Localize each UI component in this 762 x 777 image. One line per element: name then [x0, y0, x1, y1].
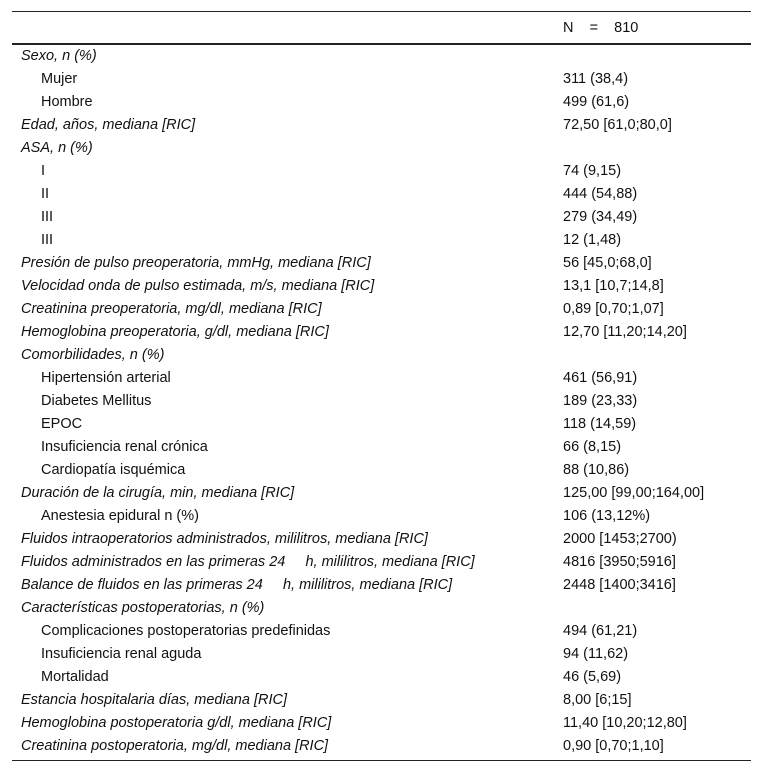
row-value: 499 (61,6) [563, 94, 630, 110]
row-category-label: Fluidos administrados en las primeras 24 h, mililitros, mediana [RIC] [21, 554, 475, 570]
table-row [12, 689, 751, 712]
row-item-label: Hombre [41, 94, 93, 110]
table-row [12, 528, 751, 551]
row-item-label: II [41, 186, 50, 202]
row-value: 94 (11,62) [563, 646, 629, 662]
row-item-label: Insuficiencia renal crónica [41, 439, 208, 455]
header-sample-size: N = 810 [563, 20, 639, 36]
row-category-label: Creatinina postoperatoria, mg/dl, mediana [RIC] [21, 738, 329, 754]
row-value: 11,40 [10,20;12,80] [563, 715, 687, 731]
row-item-label: III [41, 209, 54, 225]
table-row [12, 459, 751, 482]
table-row [12, 620, 751, 643]
table-row [12, 505, 751, 528]
row-item-label: III [41, 232, 54, 248]
row-item-label: Hipertensión arterial [41, 370, 171, 386]
table-row [12, 413, 751, 436]
table-row [12, 114, 751, 137]
row-category-label: Comorbilidades, n (%) [21, 347, 165, 363]
row-value: 8,00 [6;15] [563, 692, 632, 708]
row-value: 461 (56,91) [563, 370, 638, 386]
row-category-label: ASA, n (%) [21, 140, 93, 156]
table-row [12, 666, 751, 689]
row-item-label: Mortalidad [41, 669, 109, 685]
row-value: 494 (61,21) [563, 623, 638, 639]
table-row [12, 436, 751, 459]
table-row [12, 298, 751, 321]
row-value: 0,90 [0,70;1,10] [563, 738, 664, 754]
row-category-label: Sexo, n (%) [21, 48, 97, 64]
table-row [12, 183, 751, 206]
table-row [12, 390, 751, 413]
table-row [12, 229, 751, 252]
row-item-label: I [41, 163, 46, 179]
row-value: 125,00 [99,00;164,00] [563, 485, 705, 501]
row-category-label: Hemoglobina postoperatoria g/dl, mediana [RIC] [21, 715, 332, 731]
row-value: 189 (23,33) [563, 393, 638, 409]
row-value: 106 (13,12%) [563, 508, 651, 524]
table-row [12, 68, 751, 91]
row-value: 74 (9,15) [563, 163, 622, 179]
row-value: 279 (34,49) [563, 209, 638, 225]
table-row [12, 252, 751, 275]
row-value: 4816 [3950;5916] [563, 554, 676, 570]
row-value: 56 [45,0;68,0] [563, 255, 652, 271]
row-value: 12 (1,48) [563, 232, 622, 248]
row-category-label: Creatinina preoperatoria, mg/dl, mediana [RIC] [21, 301, 322, 317]
row-category-label: Edad, años, mediana [RIC] [21, 117, 196, 133]
row-category-label: Características postoperatorias, n (%) [21, 600, 265, 616]
row-item-label: Diabetes Mellitus [41, 393, 152, 409]
row-value: 2448 [1400;3416] [563, 577, 676, 593]
table-body [12, 45, 751, 758]
table-row [12, 367, 751, 390]
row-category-label: Velocidad onda de pulso estimada, m/s, mediana [RIC] [21, 278, 375, 294]
row-value: 311 (38,4) [563, 71, 629, 87]
row-value: 0,89 [0,70;1,07] [563, 301, 664, 317]
table-row [12, 91, 751, 114]
row-category-label: Balance de fluidos en las primeras 24 h, mililitros, mediana [RIC] [21, 577, 453, 593]
table-row [12, 482, 751, 505]
row-category-label: Estancia hospitalaria días, mediana [RIC] [21, 692, 287, 708]
row-value: 12,70 [11,20;14,20] [563, 324, 687, 340]
row-item-label: Complicaciones postoperatorias predefinidas [41, 623, 331, 639]
row-value: 444 (54,88) [563, 186, 638, 202]
table-row [12, 735, 751, 758]
row-value: 46 (5,69) [563, 669, 622, 685]
table-row [12, 45, 751, 68]
row-value: 88 (10,86) [563, 462, 630, 478]
table-row [12, 597, 751, 620]
table-row [12, 551, 751, 574]
table-row [12, 137, 751, 160]
row-item-label: Mujer [41, 71, 78, 87]
table-header [12, 12, 751, 45]
table-row [12, 643, 751, 666]
table-row [12, 574, 751, 597]
row-value: 13,1 [10,7;14,8] [563, 278, 664, 294]
row-value: 66 (8,15) [563, 439, 622, 455]
table-row [12, 344, 751, 367]
row-value: 2000 [1453;2700) [563, 531, 677, 547]
row-category-label: Hemoglobina preoperatoria, g/dl, mediana [RIC] [21, 324, 329, 340]
table-row [12, 275, 751, 298]
row-category-label: Fluidos intraoperatorios administrados, mililitros, mediana [RIC] [21, 531, 428, 547]
table-row [12, 160, 751, 183]
table-row [12, 321, 751, 344]
table-row [12, 712, 751, 735]
row-item-label: Cardiopatía isquémica [41, 462, 186, 478]
row-category-label: Presión de pulso preoperatoria, mmHg, mediana [RIC] [21, 255, 371, 271]
data-table [12, 11, 751, 761]
row-category-label: Duración de la cirugía, min, mediana [RIC] [21, 485, 295, 501]
table-bottom-rule [12, 760, 751, 761]
row-item-label: Insuficiencia renal aguda [41, 646, 202, 662]
row-item-label: Anestesia epidural n (%) [41, 508, 199, 524]
row-value: 72,50 [61,0;80,0] [563, 117, 672, 133]
row-value: 118 (14,59) [563, 416, 637, 432]
row-item-label: EPOC [41, 416, 83, 432]
table-row [12, 206, 751, 229]
